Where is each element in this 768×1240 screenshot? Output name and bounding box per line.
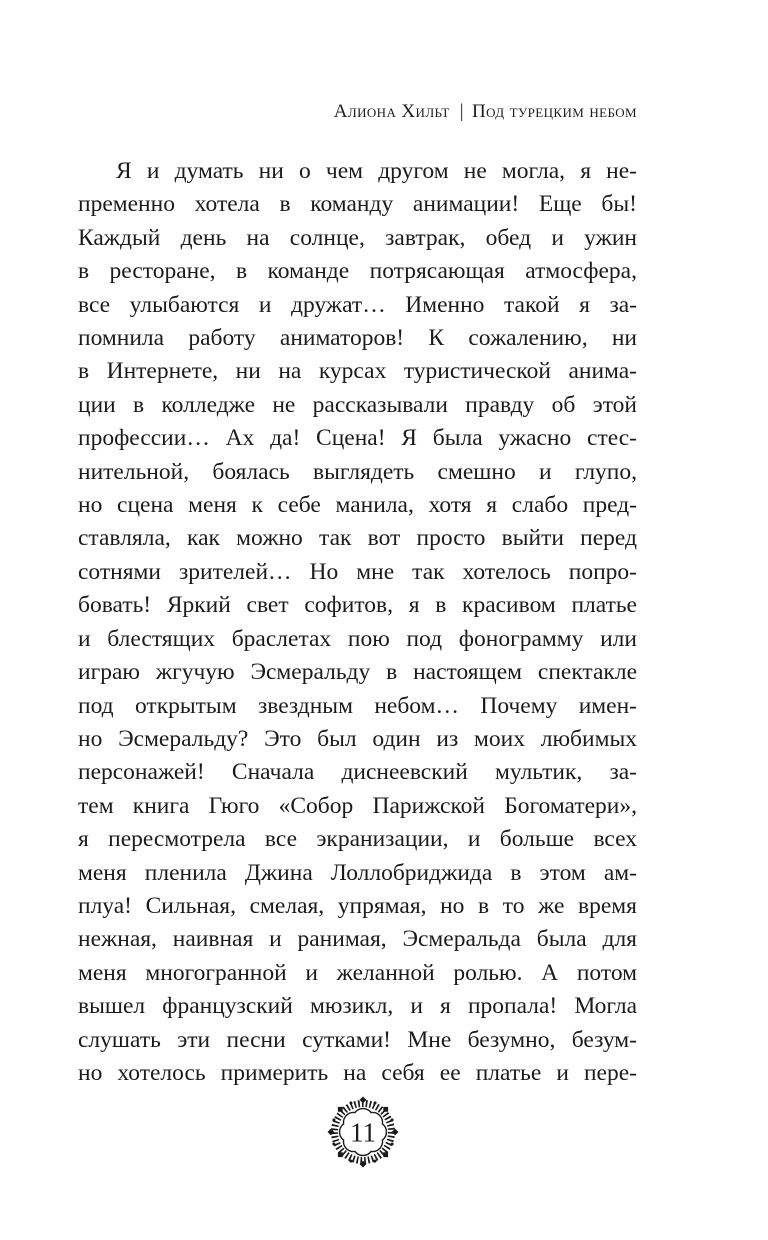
text-line: ции в колледже не рассказывали правду об этой (78, 391, 637, 418)
text-line: бовать! Яркий свет софитов, я в красивом платье (78, 592, 637, 619)
text-line: профессии… Ах да! Сцена! Я была ужасно стес- (78, 425, 637, 452)
text-line: вышел французский мюзикл, и я пропала! Могла (78, 993, 637, 1020)
text-line: в Интернете, ни на курсах туристической анима- (78, 358, 637, 385)
running-header (78, 101, 637, 123)
text-line: в ресторане, в команде потрясающая атмосфера, (78, 258, 637, 285)
book-title: Под турецким небом (471, 101, 637, 122)
text-line: Каждый день на солнце, завтрак, обед и ужин (78, 224, 637, 251)
text-line: пременно хотела в команду анимации! Еще бы! (78, 191, 637, 218)
header-separator: | (459, 101, 464, 122)
text-line: нежная, наивная и ранимая, Эсмеральда была для (78, 926, 637, 953)
text-line: под открытым звездным небом… Почему имен- (78, 692, 637, 719)
author-name: Алиона Хильт (333, 101, 450, 122)
text-line: но хотелось примерить на себя ее платье и пере- (78, 1059, 637, 1086)
text-line: плуа! Сильная, смелая, упрямая, но в то же время (78, 892, 637, 919)
text-line: и блестящих браслетах пою под фонограмму или (78, 625, 637, 652)
text-line: Я и думать ни о чем другом не могла, я не- (116, 158, 637, 184)
text-line: но сцена меня к себе манила, хотя я слабо пред- (78, 492, 637, 519)
text-line: нительной, боялась выглядеть смешно и глупо, (78, 458, 637, 485)
page-text (78, 155, 637, 1090)
text-line: помнила работу аниматоров! К сожалению, ни (78, 325, 637, 352)
lace-rosette-icon (327, 1096, 399, 1168)
text-line: ставляла, как можно так вот просто выйти перед (78, 525, 637, 552)
text-line: слушать эти песни сутками! Мне безумно, безум- (78, 1026, 637, 1053)
text-line: тем книга Гюго «Собор Парижской Богоматери», (78, 792, 637, 819)
text-line: меня пленила Джина Лоллобриджида в этом ам- (78, 859, 637, 886)
text-line: сотнями зрителей… Но мне так хотелось попро- (78, 558, 637, 585)
text-line: но Эсмеральду? Это был один из моих любимых (78, 725, 637, 752)
page-number: 11 (350, 1117, 376, 1148)
text-line: меня многогранной и желанной ролью. А потом (78, 959, 637, 986)
page-number-ornament (327, 1096, 399, 1168)
text-line: все улыбаются и дружат… Именно такой я за- (78, 291, 637, 318)
text-line: персонажей! Сначала диснеевский мультик, за- (78, 759, 637, 786)
text-line: я пересмотрела все экранизации, и больше всех (78, 826, 637, 853)
text-line: играю жгучую Эсмеральду в настоящем спектакле (78, 659, 637, 686)
